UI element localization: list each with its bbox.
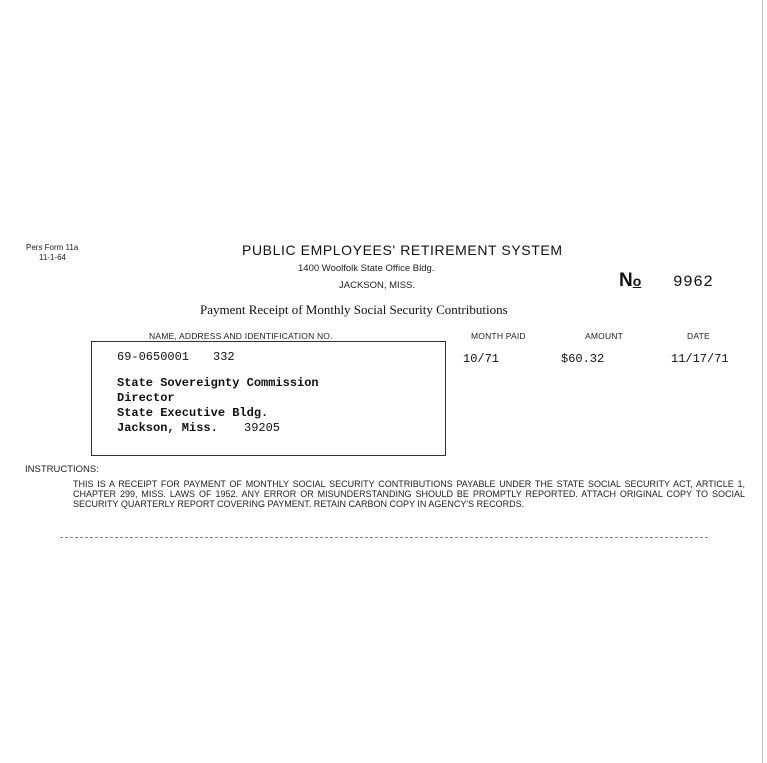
amount-value: $60.32 bbox=[561, 352, 605, 366]
perforation-line bbox=[60, 537, 708, 538]
amount-column-header: AMOUNT bbox=[585, 331, 624, 341]
payer-street: State Executive Bldg. bbox=[117, 406, 269, 420]
payer-city-state: Jackson, Miss. bbox=[117, 421, 218, 435]
receipt-subtitle: Payment Receipt of Monthly Social Security Contributions bbox=[200, 302, 508, 317]
address-line-2: JACKSON, MISS. bbox=[339, 280, 416, 291]
date-value: 11/17/71 bbox=[671, 352, 729, 366]
instructions-heading: INSTRUCTIONS: bbox=[25, 464, 99, 475]
payer-name: State Sovereignty Commission bbox=[117, 376, 319, 390]
identification-code: 332 bbox=[213, 350, 235, 364]
name-column-header: NAME, ADDRESS AND IDENTIFICATION NO. bbox=[149, 331, 333, 341]
address-line-1: 1400 Woolfolk State Office Bldg. bbox=[298, 263, 435, 274]
system-title: PUBLIC EMPLOYEES' RETIREMENT SYSTEM bbox=[242, 242, 563, 258]
receipt-number: 9962 bbox=[673, 273, 714, 291]
number-symbol: No bbox=[619, 270, 642, 291]
form-id-label: Pers Form 11a bbox=[26, 243, 79, 252]
date-column-header: DATE bbox=[687, 331, 710, 341]
instructions-text: THIS IS A RECEIPT FOR PAYMENT OF MONTHLY SOCIAL SECURITY CONTRIBUTIONS PAYABLE UNDER THE STATE SOCIAL SECURITY ACT, ARTICLE 1, CHAPTER 299, MISS. LAWS OF 1952. ANY ERROR OR MISUNDERSTANDING SHOULD BE PROMPTLY REPORTED. ATTACH ORIGINAL COPY TO SOCIAL SECURITY QUARTERLY REPORT COVERING PAYMENT. RETAIN CARBON COPY IN AGENCY'S RECORDS. bbox=[73, 479, 745, 509]
page-edge-line bbox=[762, 0, 763, 763]
month-paid-value: 10/71 bbox=[463, 352, 500, 366]
form-date-label: 11-1-64 bbox=[39, 253, 66, 262]
payer-zip: 39205 bbox=[244, 421, 281, 435]
payer-title: Director bbox=[117, 391, 175, 405]
month-column-header: MONTH PAID bbox=[471, 331, 526, 341]
identification-number: 69-0650001 bbox=[117, 350, 190, 364]
